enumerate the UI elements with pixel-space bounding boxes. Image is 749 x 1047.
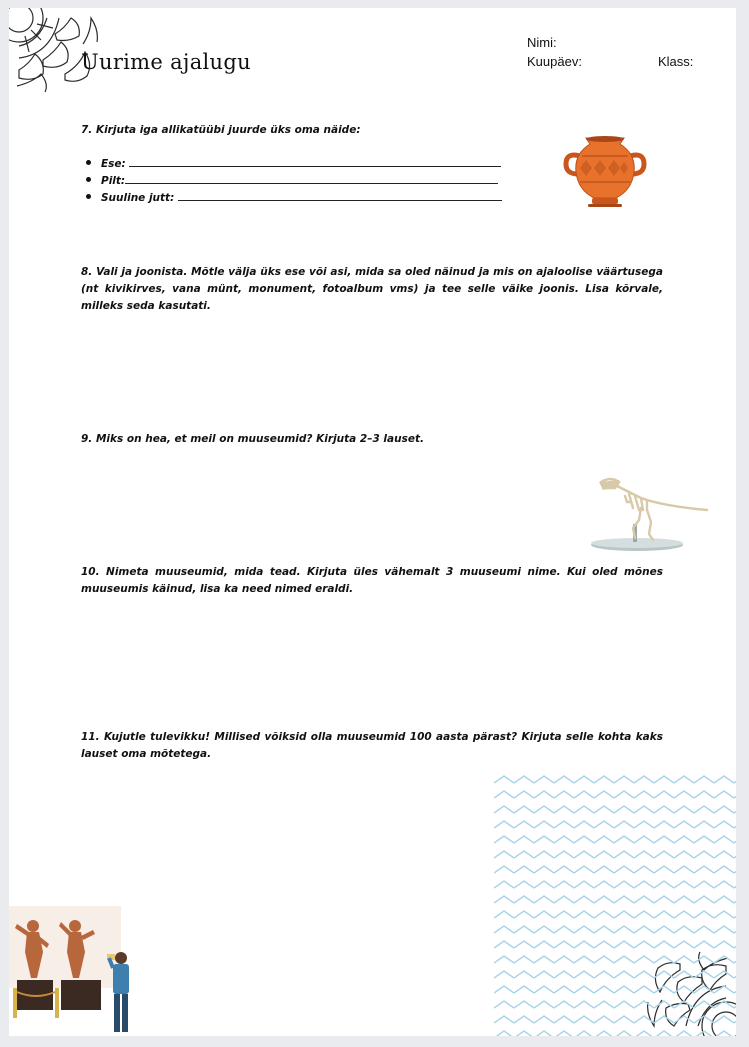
vase-icon	[562, 136, 648, 208]
museum-statues-illustration-icon	[9, 906, 137, 1036]
source-list	[83, 154, 502, 205]
item-picture-label: Pilt:	[101, 175, 126, 187]
item-object-label: Ese:	[101, 158, 126, 170]
question-11: 11. Kujutle tulevikku! Millised võiksid olla muuseumid 100 aasta pärast? Kirjuta selle kohta kaks lauset oma mõtetega.	[81, 731, 663, 760]
date-label: Kuupäev:	[527, 54, 582, 69]
answer-line-picture[interactable]	[125, 171, 498, 184]
zigzag-pattern	[494, 773, 736, 1036]
list-item	[83, 188, 502, 205]
list-item	[83, 154, 502, 171]
class-label: Klass:	[658, 54, 694, 69]
list-item	[83, 171, 502, 188]
question-7: 7. Kirjuta iga allikatüübi juurde üks oma näide:	[81, 124, 361, 136]
question-8: 8. Vali ja joonista. Mõtle välja üks ese või asi, mida sa oled näinud ja mis on ajaloolise väärtusega (nt kivikirves, vana münt, monument, fotoalbum vms) ja tee selle väike joonis. Lisa kõrvale, milleks seda kasutati.	[81, 266, 663, 312]
name-label: Nimi:	[527, 35, 557, 50]
question-10: 10. Nimeta muuseumid, mida tead. Kirjuta üles vähemalt 3 muuseumi nime. Kui oled mõnes muuseumis käinud, lisa ka need nimed eraldi.	[81, 566, 663, 595]
item-oral-story-label: Suuline jutt:	[101, 192, 175, 204]
answer-line-oral-story[interactable]	[178, 188, 502, 201]
dinosaur-skeleton-icon	[589, 474, 711, 554]
worksheet-page	[9, 8, 736, 1036]
page-title: Uurime ajalugu	[81, 50, 251, 74]
answer-line-object[interactable]	[129, 154, 501, 167]
question-9: 9. Miks on hea, et meil on muuseumid? Kirjuta 2–3 lauset.	[81, 433, 424, 445]
